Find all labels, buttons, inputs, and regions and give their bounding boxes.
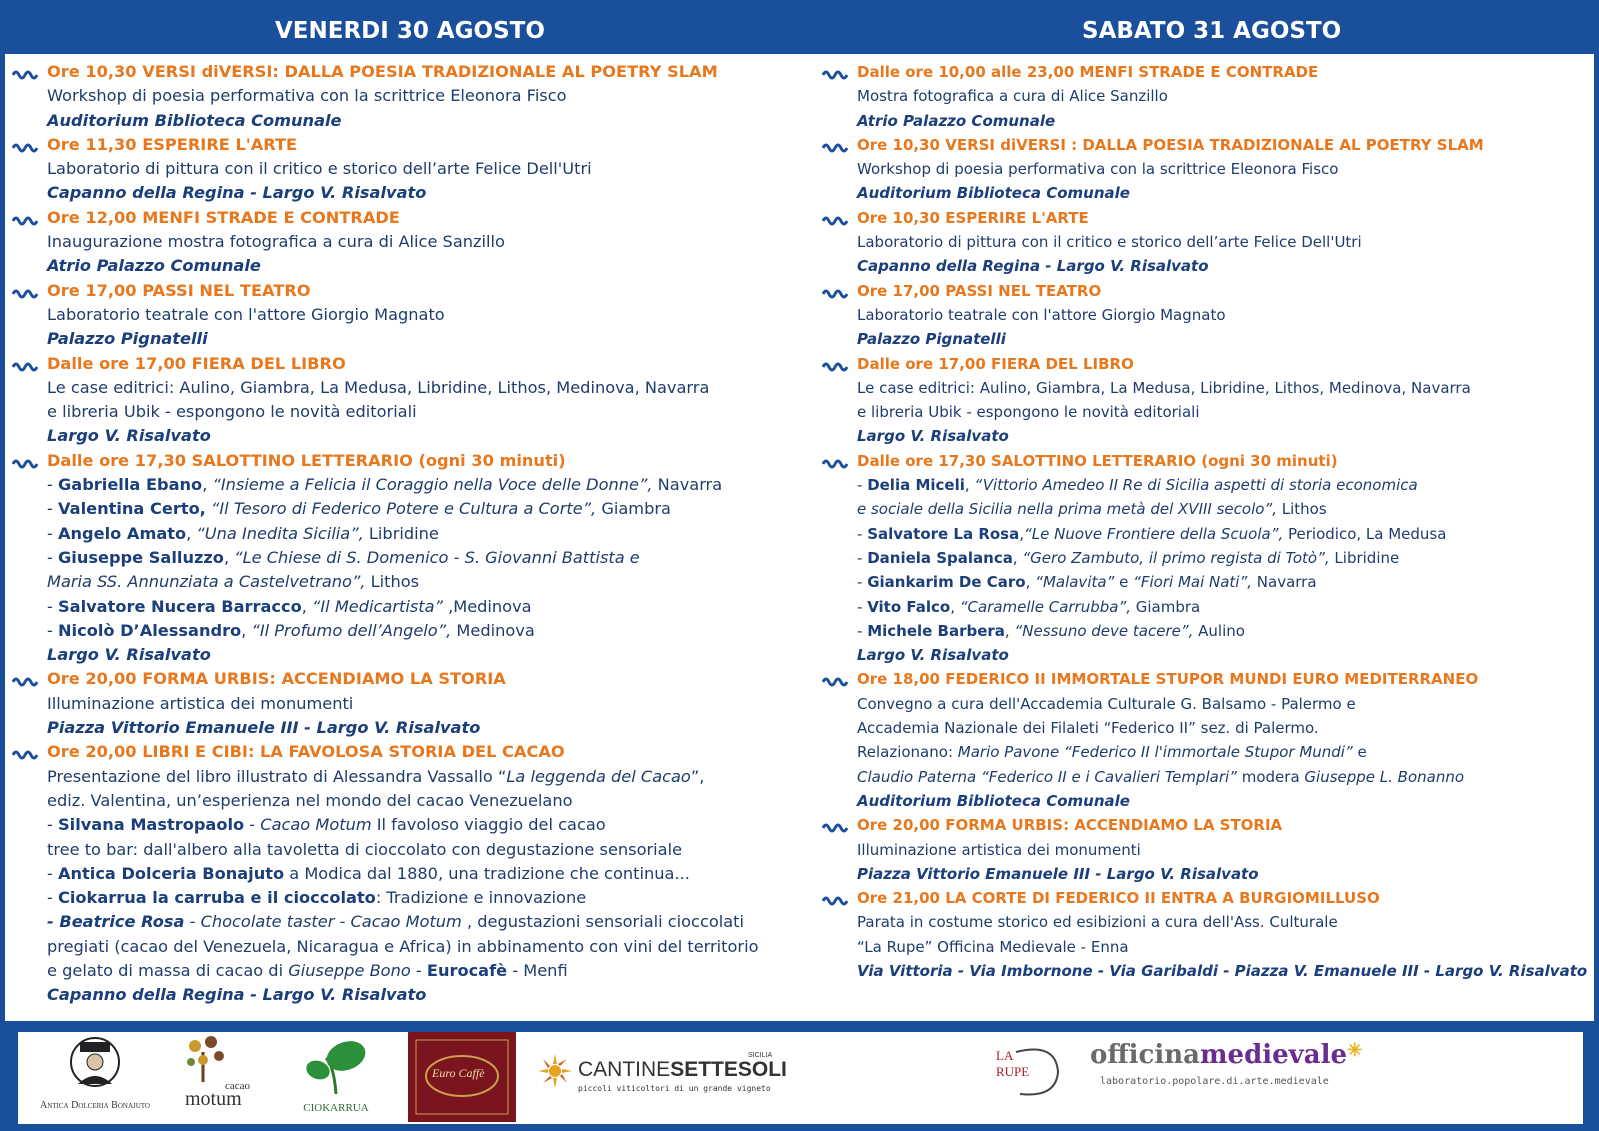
separator: , [1012, 548, 1023, 567]
speaker-line [857, 619, 1592, 643]
event-title: Ore 10,30 ESPERIRE L'ARTE [857, 208, 1089, 227]
logo-cantine-settesoli [538, 1050, 787, 1110]
text-fragment: ”, [690, 766, 705, 786]
event-item [822, 667, 1592, 813]
event-title: Dalle ore 10,00 alle 23,00 MENFI STRADE E CONTRADE [857, 63, 1319, 81]
wave-arrow-icon [822, 210, 850, 224]
event-title: Ore 18,00 FEDERICO II IMMORTALE STUPOR MUNDI EURO MEDITERRANEO [857, 670, 1479, 689]
conjunction: e [1114, 573, 1134, 592]
speaker-name: Salvatore Nucera Barracco [58, 596, 302, 616]
event-venue: Piazza Vittorio Emanuele III - Largo V. Risalvato [857, 864, 1259, 883]
text-fragment: Chocolate taster - Cacao Motum [200, 912, 462, 932]
text-fragment: Eurocafè [426, 960, 508, 980]
event-description: Illuminazione artistica dei monumenti [857, 840, 1141, 859]
event-description: Illuminazione artistica dei monumenti [47, 693, 354, 713]
wave-arrow-icon [12, 64, 40, 78]
day-title-friday: VENERDI 30 AGOSTO [275, 18, 545, 44]
list-dash: - [47, 620, 58, 640]
settesoli-tagline: piccoli viticoltori di un grande vigneto [578, 1084, 771, 1093]
la-rupe-label-b: RUPE [996, 1064, 1030, 1079]
ciokarrua-label: CIOKARRUA [303, 1102, 369, 1114]
text-fragment: Accademia Nazionale dei Filaleti “Federico II” sez. di Palermo. [857, 719, 1319, 738]
wave-arrow-icon [822, 137, 850, 151]
separator: , [1025, 573, 1036, 592]
event-item [12, 449, 787, 668]
event-venue: Auditorium Biblioteca Comunale [47, 110, 342, 130]
wave-arrow-icon [822, 453, 850, 467]
publisher: Navarra [652, 475, 723, 495]
book-title: “Il Profumo dell’Angelo”, [251, 620, 452, 640]
speaker-line [47, 522, 787, 546]
publisher: Navarra [1252, 573, 1317, 592]
text-fragment: - Menfi [507, 960, 568, 980]
speaker-name: Daniela Spalanca [867, 548, 1013, 567]
speaker-name: Salvatore La Rosa [867, 524, 1020, 543]
wave-arrow-icon [822, 817, 850, 831]
event-item [822, 133, 1592, 206]
settesoli-wordmark [578, 1058, 787, 1082]
separator: , [1019, 524, 1025, 543]
text-fragment: , degustazioni sensoriali cioccolati [461, 912, 745, 932]
book-title: e sociale della Sicilia nella prima metà del XVIII secolo”, [857, 500, 1277, 519]
publisher: Medinova [451, 620, 535, 640]
event-venue: Largo V. Risalvato [857, 427, 1009, 446]
event-venue: Atrio Palazzo Comunale [857, 111, 1056, 130]
text-fragment: - [47, 815, 58, 835]
speaker-line [47, 497, 787, 521]
speaker-line [857, 522, 1592, 546]
text-fragment: - [184, 912, 201, 932]
event-title: Dalle ore 17,00 FIERA DEL LIBRO [47, 353, 346, 373]
text-fragment: Silvana Mastropaolo [58, 815, 245, 835]
speaker-line [857, 595, 1592, 619]
separator: , [202, 475, 213, 495]
logo-cacao-motum [173, 1032, 263, 1122]
wave-arrow-icon [822, 890, 850, 904]
publisher: Libridine [363, 523, 439, 543]
cacao-tree-icon [173, 1032, 263, 1084]
text-fragment: Cacao Motum [260, 815, 372, 835]
header-bar [0, 0, 1599, 54]
event-title: Ore 12,00 MENFI STRADE E CONTRADE [47, 207, 400, 227]
officina-label-b: medievale [1200, 1040, 1348, 1070]
speaker-name: Nicolò D’Alessandro [58, 620, 242, 640]
event-item [12, 60, 787, 133]
logo-la-rupe [986, 1042, 1066, 1112]
logo-eurocafe [408, 1032, 516, 1122]
book-title: “Fiori Mai Nati”, [1133, 573, 1253, 592]
wave-arrow-icon [822, 283, 850, 297]
list-dash: - [47, 523, 58, 543]
text-fragment: tree to bar: dall'albero alla tavoletta di cioccolato con degustazione sensoriale [47, 839, 683, 859]
event-item [822, 352, 1592, 449]
wave-arrow-icon [12, 283, 40, 297]
list-dash: - [857, 524, 868, 543]
event-description: Inaugurazione mostra fotografica a cura di Alice Sanzillo [47, 232, 505, 252]
wave-arrow-icon [822, 356, 850, 370]
speaker-name: Gabriella Ebano [58, 475, 203, 495]
speaker-line [47, 570, 787, 594]
book-title: “Insieme a Felicia il Coraggio nella Voce delle Donne”, [212, 475, 653, 495]
rich-description-line [47, 862, 787, 886]
book-title: “Le Chiese di S. Domenico - S. Giovanni Battista e [234, 547, 640, 567]
publisher: Giambra [1131, 597, 1201, 616]
list-dash: - [47, 596, 58, 616]
event-title: Ore 10,30 VERSI diVERSI: DALLA POESIA TRADIZIONALE AL POETRY SLAM [47, 62, 718, 81]
list-dash: - [47, 499, 58, 519]
event-description: Laboratorio teatrale con l'attore Giorgio Magnato [47, 304, 445, 324]
event-item [12, 206, 787, 279]
event-title: Dalle ore 17,00 FIERA DEL LIBRO [857, 354, 1134, 373]
publisher: Lithos [1276, 500, 1327, 519]
la-rupe-label-a: LA [996, 1048, 1014, 1063]
text-fragment: - [410, 960, 427, 980]
text-fragment: ediz. Valentina, un’esperienza nel mondo del cacao Venezuelano [47, 790, 573, 810]
publisher: Aulino [1193, 621, 1245, 640]
event-venue: Capanno della Regina - Largo V. Risalvato [47, 183, 427, 203]
rich-description-line [857, 716, 1592, 740]
speaker-line [857, 546, 1592, 570]
event-description: Le case editrici: Aulino, Giambra, La Medusa, Libridine, Lithos, Medinova, Navarra [47, 377, 710, 397]
separator: , [950, 597, 960, 616]
event-title: Ore 10,30 VERSI diVERSI : DALLA POESIA TRADIZIONALE AL POETRY SLAM [857, 135, 1484, 154]
separator: , [241, 620, 252, 640]
logo-bonajuto [30, 1036, 160, 1120]
rich-description-line [47, 765, 787, 789]
text-fragment: La leggenda del Cacao [506, 766, 691, 786]
event-title: Ore 11,30 ESPERIRE L'ARTE [47, 134, 298, 154]
officina-label-a: officina [1090, 1040, 1201, 1070]
text-fragment: Antica Dolceria Bonajuto [58, 863, 285, 883]
publisher: Lithos [365, 572, 420, 592]
event-venue: Palazzo Pignatelli [47, 329, 208, 349]
separator: , [223, 547, 235, 567]
text-fragment: modera [1236, 767, 1305, 786]
book-title: “Gero Zambuto, il primo regista di Totò”, [1022, 548, 1330, 567]
sponsor-logos [18, 1032, 1583, 1124]
carob-leaf-icon [286, 1036, 386, 1098]
speaker-name: Delia Miceli [867, 476, 965, 495]
speaker-line [857, 497, 1592, 521]
speaker-name: Giuseppe Salluzzo [58, 547, 224, 567]
list-dash: - [857, 573, 868, 592]
officina-wordmark [1090, 1040, 1362, 1070]
rich-description-line [47, 789, 787, 813]
list-dash: - [857, 621, 868, 640]
text-fragment: pregiati (cacao del Venezuela, Nicaragua e Africa) in abbinamento con vini del territorio [47, 936, 759, 956]
text-fragment: Mario Pavone [957, 743, 1060, 762]
separator: , [964, 476, 975, 495]
bonajuto-label: Antica Dolceria Bonajuto [40, 1100, 150, 1111]
settesoli-label-b: SETTESOLI [670, 1058, 787, 1081]
text-fragment: a Modica dal 1880, una tradizione che continua... [284, 863, 690, 883]
event-item [12, 667, 787, 740]
logo-officina-medievale [1090, 1040, 1370, 1110]
day-title-saturday: SABATO 31 AGOSTO [1082, 18, 1342, 44]
wave-arrow-icon [822, 671, 850, 685]
event-item [12, 133, 787, 206]
event-item [12, 740, 787, 1007]
rich-description-line [47, 838, 787, 862]
saturday-column [822, 60, 1592, 983]
speaker-line [857, 473, 1592, 497]
book-title: “Una Inedita Sicilia”, [196, 523, 364, 543]
text-fragment: - [47, 888, 58, 908]
text-fragment: Relazionano: [857, 743, 958, 762]
event-venue: Capanno della Regina - Largo V. Risalvato [857, 257, 1209, 276]
speaker-name: Vito Falco [867, 597, 951, 616]
text-fragment: Il favoloso viaggio del cacao [371, 815, 606, 835]
speaker-line [47, 546, 787, 570]
text-fragment: : Tradizione e innovazione [375, 888, 587, 908]
rich-description-line [47, 886, 787, 910]
event-description: “La Rupe” Officina Medievale - Enna [857, 937, 1129, 956]
text-fragment: - [244, 815, 261, 835]
friday-column [12, 60, 787, 1008]
separator: , [1004, 621, 1015, 640]
wave-arrow-icon [12, 137, 40, 151]
event-description: e libreria Ubik - espongono le novità editoriali [857, 403, 1200, 422]
rich-description-line [857, 692, 1592, 716]
event-item [822, 813, 1592, 886]
event-venue: Largo V. Risalvato [47, 426, 211, 446]
settesoli-sicilia: SICILIA [748, 1052, 773, 1059]
rich-description-line [47, 935, 787, 959]
event-venue: Largo V. Risalvato [857, 646, 1009, 665]
book-title: “Caramelle Carrubba”, [959, 597, 1131, 616]
event-description: Workshop di poesia performativa con la scrittrice Eleonora Fisco [47, 86, 567, 106]
wave-arrow-icon [12, 671, 40, 685]
speaker-name: Giankarim De Caro [867, 573, 1026, 592]
wave-arrow-icon [822, 64, 850, 78]
officina-tagline: laboratorio.popolare.di.arte.medievale [1100, 1076, 1329, 1087]
event-venue: Atrio Palazzo Comunale [47, 256, 261, 276]
officina-star-icon: ✳ [1347, 1040, 1363, 1061]
separator: , [186, 523, 197, 543]
settesoli-label-a: CANTINE [578, 1058, 671, 1081]
event-item [12, 352, 787, 449]
event-title: Ore 20,00 FORMA URBIS: ACCENDIAMO LA STORIA [47, 669, 506, 689]
event-description: Mostra fotografica a cura di Alice Sanzillo [857, 87, 1168, 106]
text-fragment: “Federico II e i Cavalieri Templari” [980, 767, 1237, 786]
event-item [822, 206, 1592, 279]
text-fragment: “Federico II l'immortale Stupor Mundi” [1064, 743, 1353, 762]
speaker-name: Valentina Certo, [58, 499, 206, 519]
text-fragment: Giuseppe L. Bonanno [1304, 767, 1465, 786]
book-title: “Nessuno deve tacere”, [1014, 621, 1194, 640]
event-title: Ore 20,00 FORMA URBIS: ACCENDIAMO LA STORIA [857, 816, 1283, 835]
rich-description-line [47, 813, 787, 837]
text-fragment: e [1352, 743, 1367, 762]
event-item [12, 279, 787, 352]
speaker-line [47, 473, 787, 497]
event-description: Le case editrici: Aulino, Giambra, La Medusa, Libridine, Lithos, Medinova, Navarra [857, 378, 1471, 397]
publisher: Libridine [1329, 548, 1400, 567]
list-dash: - [857, 597, 868, 616]
event-title: Ore 21,00 LA CORTE DI FEDERICO II ENTRA A BURGIOMILLUSO [857, 889, 1380, 908]
text-fragment: Ciokarrua la carruba e il cioccolato [58, 888, 376, 908]
motum-small-label: cacao [225, 1080, 251, 1092]
wave-arrow-icon [12, 210, 40, 224]
text-fragment: e gelato di massa di cacao di [47, 960, 289, 980]
text-fragment: Presentazione del libro illustrato di Alessandra Vassallo “ [47, 766, 507, 786]
bonajuto-portrait-icon [30, 1036, 160, 1096]
event-venue: Auditorium Biblioteca Comunale [857, 184, 1130, 203]
list-dash: - [857, 476, 868, 495]
text-fragment: Convegno a cura dell'Accademia Culturale G. Balsamo - Palermo e [857, 694, 1356, 713]
book-title: “Vittorio Amedeo II Re di Sicilia aspetti di storia economica [974, 476, 1418, 495]
event-description: Laboratorio di pittura con il critico e storico dell’arte Felice Dell'Utri [47, 159, 592, 179]
speaker-line [857, 570, 1592, 594]
event-title: Ore 17,00 PASSI NEL TEATRO [47, 280, 311, 300]
text-fragment: Claudio Paterna [857, 767, 977, 786]
book-title: “Malavita” [1035, 573, 1115, 592]
event-venue: Auditorium Biblioteca Comunale [857, 791, 1130, 810]
event-title: Ore 17,00 PASSI NEL TEATRO [857, 281, 1102, 300]
event-description: e libreria Ubik - espongono le novità editoriali [47, 402, 417, 422]
speaker-line [47, 595, 787, 619]
text-fragment: Giuseppe Bono [288, 960, 411, 980]
rich-description-line [857, 765, 1592, 789]
event-description: Workshop di poesia performativa con la scrittrice Eleonora Fisco [857, 160, 1339, 179]
event-item [822, 886, 1592, 983]
motum-label: motum [185, 1088, 242, 1110]
text-fragment: - [47, 863, 58, 883]
event-item [822, 60, 1592, 133]
rich-description-line [47, 910, 787, 934]
event-venue: Largo V. Risalvato [47, 645, 211, 665]
wave-arrow-icon [12, 744, 40, 758]
rich-description-line [857, 740, 1592, 764]
book-title: Maria SS. Annunziata a Castelvetrano”, [47, 572, 366, 592]
text-fragment: - Beatrice Rosa [47, 912, 185, 932]
event-item [822, 449, 1592, 668]
list-dash: - [47, 547, 58, 567]
event-venue: Piazza Vittorio Emanuele III - Largo V. Risalvato [47, 718, 481, 738]
book-title: “Il Tesoro di Federico Potere e Cultura a Corte”, [211, 499, 597, 519]
event-venue: Capanno della Regina - Largo V. Risalvato [47, 985, 427, 1005]
event-venue: Via Vittoria - Via Imbornone - Via Garibaldi - Piazza V. Emanuele III - Largo V. Risalvato [857, 961, 1588, 980]
publisher: Giambra [596, 499, 671, 519]
event-title: Dalle ore 17,30 SALOTTINO LETTERARIO (ogni 30 minuti) [47, 450, 566, 470]
wave-arrow-icon [12, 356, 40, 370]
event-description: Laboratorio teatrale con l'attore Giorgio Magnato [857, 305, 1226, 324]
speaker-name: Michele Barbera [867, 621, 1005, 640]
settesoli-sun-icon [538, 1054, 572, 1088]
list-dash: - [857, 548, 868, 567]
speaker-name: Angelo Amato [58, 523, 187, 543]
book-title: “Il Medicartista” [312, 596, 443, 616]
rich-description-line [47, 959, 787, 983]
eurocafe-label: Euro Caffè [432, 1066, 485, 1080]
wave-arrow-icon [12, 453, 40, 467]
list-dash: - [47, 475, 58, 495]
separator: , [301, 596, 313, 616]
event-item [822, 279, 1592, 352]
event-description: Laboratorio di pittura con il critico e storico dell’arte Felice Dell'Utri [857, 233, 1362, 252]
event-title: Ore 20,00 LIBRI E CIBI: LA FAVOLOSA STORIA DEL CACAO [47, 742, 565, 762]
event-description: Parata in costume storico ed esibizioni a cura dell'Ass. Culturale [857, 913, 1338, 932]
publisher: Periodico, La Medusa [1283, 524, 1447, 543]
book-title: “Le Nuove Frontiere della Scuola”, [1024, 524, 1284, 543]
speaker-line [47, 619, 787, 643]
event-title: Dalle ore 17,30 SALOTTINO LETTERARIO (ogni 30 minuti) [857, 451, 1338, 470]
logo-ciokarrua [286, 1036, 386, 1120]
publisher: ,Medinova [442, 596, 532, 616]
event-venue: Palazzo Pignatelli [857, 330, 1006, 349]
